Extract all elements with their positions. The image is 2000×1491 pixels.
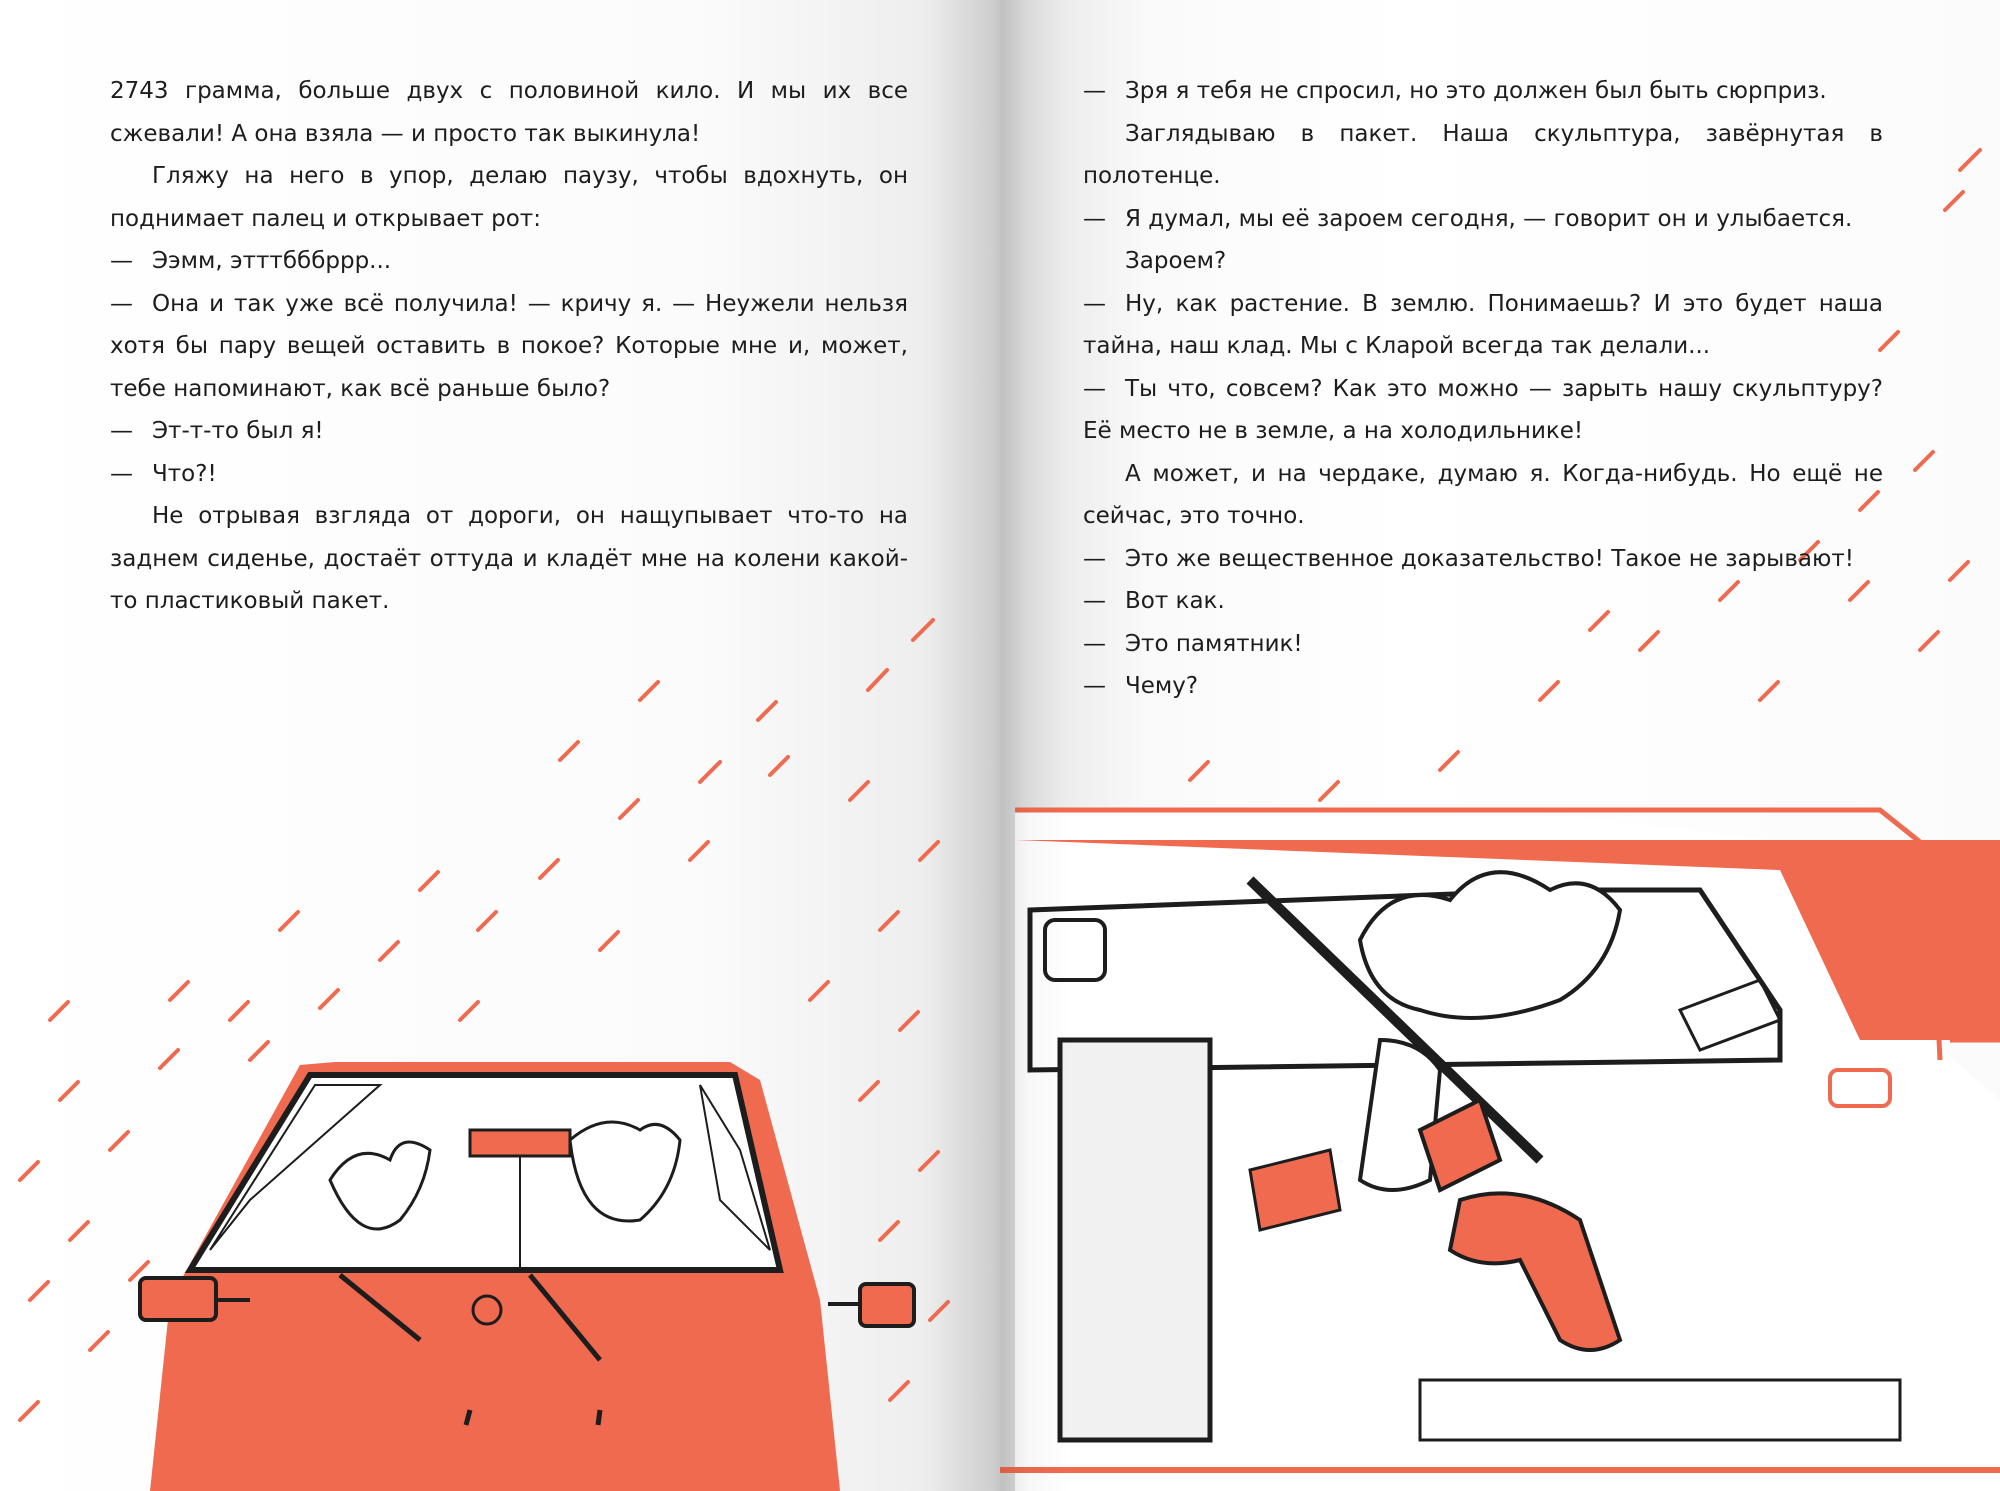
right-page	[1000, 0, 2000, 1491]
car	[140, 1062, 914, 1491]
paragraph: Зароем?	[1125, 248, 1227, 274]
paragraph: Гляжу на него в упор, делаю паузу, чтобы вдохнуть, он поднимает палец и открывает рот:	[110, 163, 908, 232]
dialogue-line: — Я думал, мы её зароем сегодня, — говорит он и улыбается.	[1083, 205, 1853, 232]
dialogue-line: — Зря я тебя не спросил, но это должен был быть сюрприз.	[1083, 78, 1827, 104]
dialogue-line: — Чему?	[1083, 673, 1199, 699]
dialogue-line: — Это памятник!	[1083, 630, 1303, 657]
dialogue-line: — Это же вещественное доказательство! Такое не зарывают!	[1083, 545, 1854, 572]
dialogue-line: — Ты что, совсем? Как это можно — зарыть нашу скульптуру? Её место не в земле, а на холодильнике!	[1083, 375, 1883, 444]
paragraph: Не отрывая взгляда от дороги, он нащупывает что-то на заднем сиденье, достаёт оттуда и кладёт мне на колени какой-то пластиковый пакет.	[110, 503, 908, 614]
dialogue-line: — Вот как.	[1083, 588, 1225, 614]
right-page-text	[1083, 70, 1883, 708]
dialogue-line: — Ну, как растение. В землю. Понимаешь? И это будет наша тайна, наш клад. Мы с Кларой всегда так делали...	[1083, 290, 1883, 359]
dialogue-line: — Она и так уже всё получила! — кричу я. — Неужели нельзя хотя бы пару вещей оставить в покое? Которые мне и, может, тебе напоминают, как всё раньше было?	[110, 290, 908, 402]
dialogue-line: — Что?!	[110, 460, 217, 487]
paragraph: 2743 грамма, больше двух с половиной кило. И мы их все сжевали! А она взяла — и просто так выкинула!	[110, 78, 908, 147]
paragraph: Заглядываю в пакет. Наша скульптура, завёрнутая в полотенце.	[1083, 120, 1883, 189]
paragraph: А может, и на чердаке, думаю я. Когда-нибудь. Но ещё не сейчас, это точно.	[1083, 460, 1883, 529]
dialogue-line: — Эт-т-то был я!	[110, 418, 324, 444]
dialogue-line: — Ээмм, этттбббррр...	[110, 248, 392, 274]
van	[1000, 810, 2000, 1491]
